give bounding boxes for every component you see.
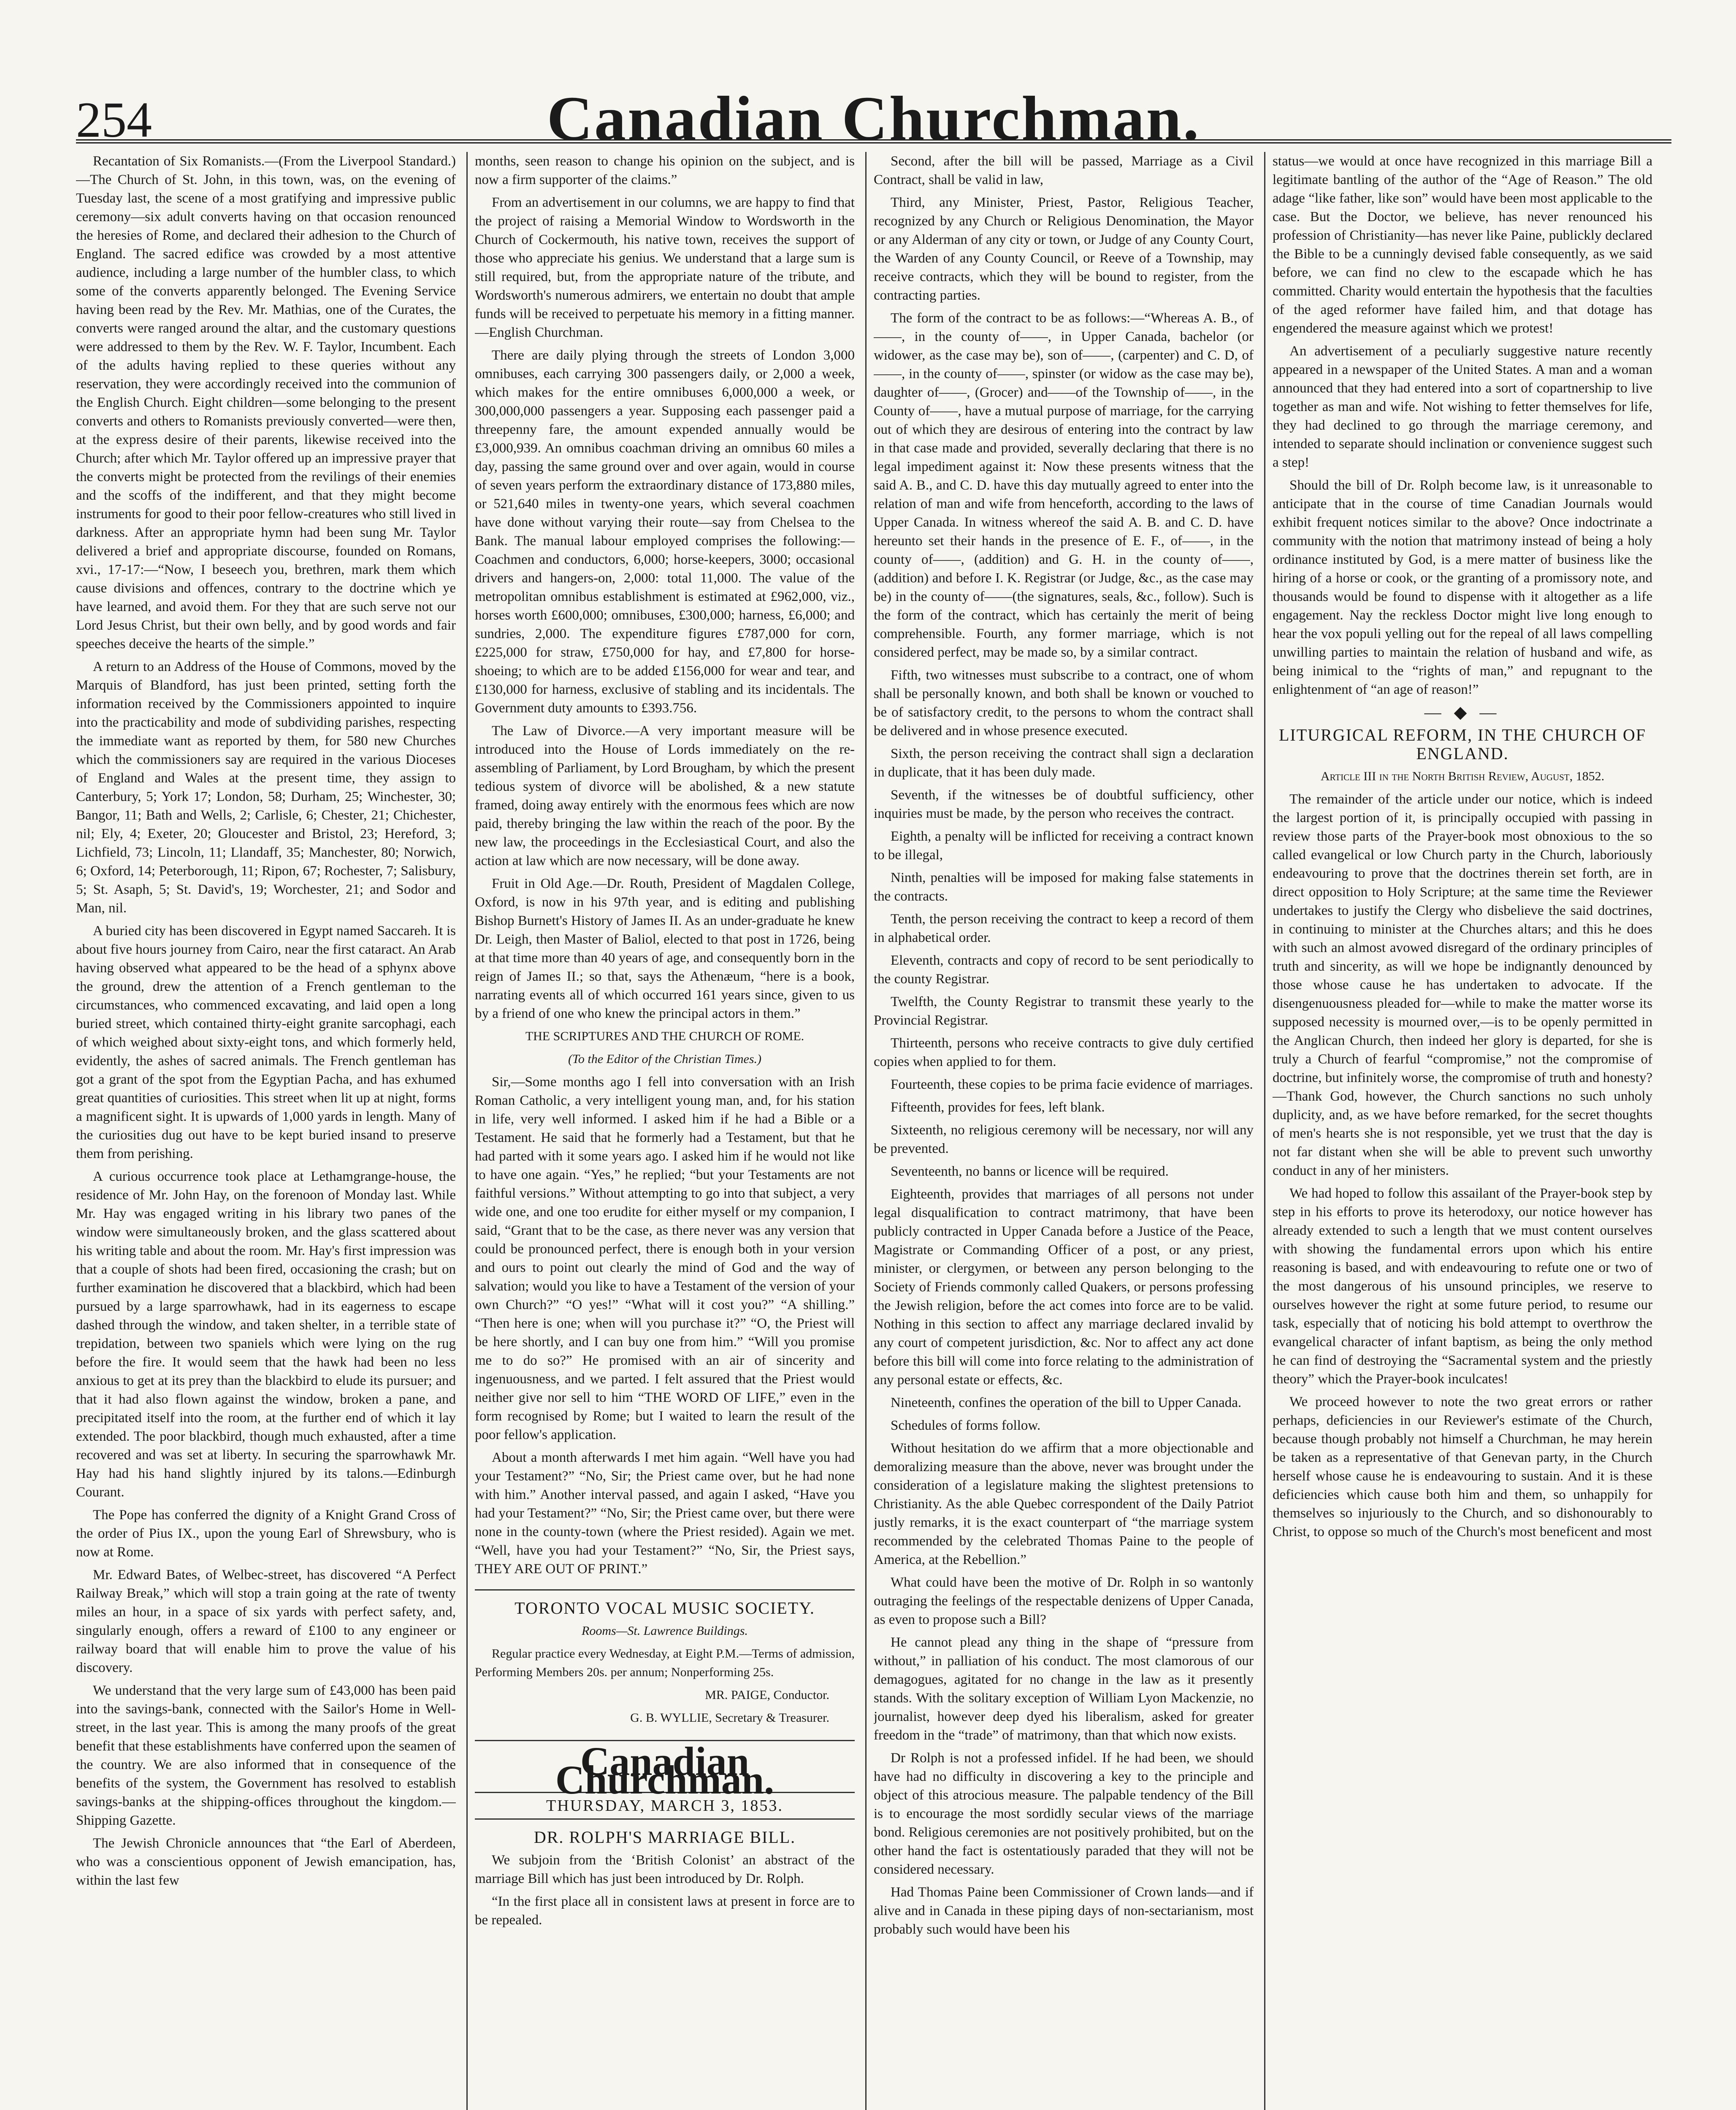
column-2 (475, 152, 855, 2110)
article-paragraph: We had hoped to follow this assailant of the Prayer-book step by step in his efforts to prove its heterodoxy, our notice however has already extended to such a length that we must content ourselves with showing the fundamental errors upon which his entire reasoning is based, and with endeavouring to refute one or two of the most dangerous of his unsound principles, we reserve to ourselves however the right at some future period, to resume our task, especially that of noticing his bold attempt to overthrow the evangelical character of infant baptism, as being the only method he can find of destroying the “Sacramental system and the priestly theory” which the Prayer-book inculcates! (1273, 1186, 1652, 1387)
article-paragraph: Fruit in Old Age.—Dr. Routh, President of Magdalen College, Oxford, is now in his 97th year, and is editing and publishing Bishop Burnett's History of James II. As an under-graduate he knew Dr. Leigh, then Master of Baliol, elected to that post in 1726, being at that time more than 40 years of age, and consequently born in the reign of James II.; so that, says the Athenæum, “here is a book, narrating events all of which occurred 161 years since, given to us by a friend of one who knew the principal actors in them.” (475, 876, 855, 1021)
article-paragraph: Fifth, two witnesses must subscribe to a contract, one of whom shall be personally known, and both shall be known or vouched to be of satisfactory credit, to the persons to whom the contract shall be delivered and in whose presence executed. (874, 668, 1254, 738)
article-paragraph: status—we would at once have recognized in this marriage Bill a legitimate bantling of the author of the “Age of Reason.” The old adage “like father, like son” would have been most applicable to the case. But the Doctor, we believe, has never renounced his profession of Christianity—has never like Paine, publickly declared the Bible to be a cunningly devised fable consequently, as we said before, we can find no clew to the escapade which he has committed. Charity would entertain the hypothesis that the faculties of the aged reformer have failed him, and that dotage has engendered the measure against which we protest! (1273, 154, 1652, 336)
column-1 (76, 152, 456, 2110)
article-paragraph: Fourteenth, these copies to be prima facie evidence of marriages. (891, 1077, 1253, 1092)
letter-heading: THE SCRIPTURES AND THE CHURCH OF ROME. (525, 1029, 804, 1043)
issue-date: THURSDAY, MARCH 3, 1853. (475, 1792, 855, 1820)
article-paragraph: Recantation of Six Romanists.—(From the Liverpool Standard.)—The Church of St. John, in this town, was, on the evening of Tuesday last, the scene of a most gratifying and impressive public ceremony—six adult converts having on that occasion renounced the heresies of Rome, and declared their adhesion to the Church of England. The sacred edifice was crowded by a most attentive audience, including a large number of the humbler class, to which some of the converts apparently belonged. The Evening Service having been read by the Rev. Mr. Mathias, one of the Curates, the converts were ranged around the altar, and the customary questions were addressed to them by the Rev. W. F. Taylor, Incumbent. Each of the adults having replied to these queries without any reservation, they were accordingly received into the communion of the English Church. Eight children—some belonging to the present converts and others to Romanists previously converted—were then, at the express desire of their parents, likewise received into the Church; after which Mr. Taylor offered up an impressive prayer that the converts might be protected from the revilings of their enemies and the scoffs of the indifferent, and that they might become instruments for good to their poor fellow-creatures who still lived in darkness. After an appropriate hymn had been sung Mr. Taylor delivered a brief and appropriate discourse, founded on Romans, xvi., 17-17:—“Now, I beseech you, brethren, mark them which cause divisions and offences, contrary to the doctrine which ye have learned, and avoid them. For they that are such serve not our Lord Jesus Christ, but their own belly, and by good words and fair speeches deceive the hearts of the simple.” (76, 154, 456, 652)
article-paragraph: Twelfth, the County Registrar to transmit these yearly to the Provincial Registrar. (874, 994, 1254, 1028)
article-paragraph: He cannot plead any thing in the shape of “pressure from without,” in palliation of his conduct. The most clamorous of our demagogues, agitated for no change in the law as it presently stands. With the solitary exception of William Lyon Mackenzie, no journalist, however deep dyed his liberalism, asked for greater freedom in the “trade” of matrimony, than that which now exists. (874, 1635, 1254, 1743)
article-paragraph: Should the bill of Dr. Rolph become law, is it unreasonable to anticipate that in the course of time Canadian Journals would exhibit frequent notices similar to the above? Once indoctrinate a community with the notion that matrimony instead of being a holy ordinance instituted by God, is a mere matter of business like the hiring of a horse or cook, or the granting of a promissory note, and thousands would be found to dispense with it altogether as a life engagement. Nay the reckless Doctor might live long enough to hear the vox populi yelling out for the repeal of all laws compelling unwilling parties to maintain the relation of husband and wife, as being inimical to the “rights of man,” and repugnant to the enlightenment of “an age of reason!” (1273, 478, 1652, 697)
article-paragraph: About a month afterwards I met him again. “Well have you had your Testament?” “No, Sir; the Priest came over, but he had none with him.” Another interval passed, and again I asked, “Have you had your Testament?” “No, Sir; the Priest came over, but there were none in the county-town (where the Priest resided). Again we met. “Well, have you had your Testament?” “No, Sir, the Priest says, THEY ARE OUT OF PRINT.” (475, 1450, 855, 1577)
article-paragraph: Sixteenth, no religious ceremony will be necessary, nor will any be prevented. (874, 1123, 1254, 1156)
article-paragraph: Eighteenth, provides that marriages of all persons not under legal disqualification to contract matrimony, that have been publicly contracted in Upper Canada before a Justice of the Peace, Magistrate or Commanding Officer of a post, or any priest, minister, or clergymen, or between any person belonging to the Society of Friends commonly called Quakers, or persons professing the Jewish religion, before the act comes into force are to be valid. Nothing in this section to affect any marriage declared invalid by any court of competent jurisdiction, &c. Nor to affect any act done before this bill will come into force relating to the administration of any personal estate or effects, &c. (874, 1187, 1254, 1388)
society-details: Regular practice every Wednesday, at Eight P.M.—Terms of admission, Performing Members 20s. per annum; Nonperforming 25s. (475, 1647, 855, 1679)
society-notice (475, 1589, 855, 1741)
society-rooms: Rooms—St. Lawrence Buildings. (582, 1624, 748, 1638)
section-ornament: — ◆ — (1424, 703, 1501, 722)
article-paragraph: The Law of Divorce.—A very important measure will be introduced into the House of Lords immediately on the re-assembling of Parliament, by Lord Brougham, by which the present tedious system of divorce will be abolished, & a new statute framed, doing away entirely with the enormous fees which are now paid, thereby bringing the law within the reach of the poor. By the new law, the proceedings in the Ecclesiastical Court, and also the action at law which are now necessary, will be done away. (475, 723, 855, 868)
column-divider (865, 152, 867, 2110)
column-divider (1264, 152, 1265, 2110)
article-paragraph: Seventeenth, no banns or licence will be required. (891, 1164, 1169, 1179)
article-paragraph: months, seen reason to change his opinion on the subject, and is now a firm supporter of the claims.” (475, 154, 855, 187)
column-divider (466, 152, 468, 2110)
article-paragraph: Third, any Minister, Priest, Pastor, Religious Teacher, recognized by any Church or Religious Denomination, the Mayor or any Alderman of any city or town, or Judge of any County Court, the Warden of any County Council, or Reeve of a Township, may receive contracts, which they will be bound to register, from the contracting parties. (874, 195, 1254, 303)
article-paragraph: Eighth, a penalty will be inflicted for receiving a contract known to be illegal, (874, 829, 1254, 863)
masthead-secondary: Canadian Churchman. (555, 1739, 775, 1802)
article-paragraph: The form of the contract to be as follows:—“Whereas A. B., of——, in the county of——, in Upper Canada, bachelor (or widower, as the case may be), son of——, (carpenter) and C. D, of——, in the county of——, spinster (or widow as the case may be), daughter of——, (Grocer) and——of the Township of——, in the County of——, have a mutual purpose of marriage, for the carrying out of which they are desirous of entering into the contract by law in that case made and provided, severally declaring that there is no legal impediment against it: Now these presents witness that the said A. B., and C. D. have this day mutually agreed to enter into the relation of man and wife from henceforth, according to the laws of Upper Canada. In witness whereof the said A. B. and C. D. have hereunto set their hands in the presence of E. F., of——, in the county of——, (addition) and G. H. in the county of——, (addition) and before I. K. Registrar (or Judge, &c., as the case may be) in the county of——(the signatures, seals, &c., follow). Such is the form of the contract, which has certainly the merit of being comprehensible. Fourth, any former marriage, which is not considered perfect, may be made so, by a similar contract. (874, 311, 1254, 660)
article-paragraph: We understand that the very large sum of £43,000 has been paid into the savings-bank, connected with the Sailor's Home in Well-street, in the last year. This is among the many proofs of the great benefit that these establishments have conferred upon the seamen of the country. We are also informed that in consequence of the benefits of the system, the Government has resolved to establish savings-banks at the shipping-offices throughout the kingdom.—Shipping Gazette. (76, 1683, 456, 1828)
society-name: TORONTO VOCAL MUSIC SOCIETY. (515, 1599, 815, 1618)
article-paragraph: The remainder of the article under our notice, which is indeed the largest portion of it, is principally occupied with passing in review those parts of the Prayer-book most obnoxious to the so called evangelical or low Church party in the Church, laboriously endeavouring to prove that the doctrines therein set forth, are in direct opposition to Holy Scripture; at the same time the Reviewer undertakes to justify the Clergy who disbelieve the said doctrines, in continuing to minister at the Churches altars; and this he does with such an almost avowed disregard of the ordinary principles of truth and sincerity, as will we hope be indignantly denounced by those whose cause he has undertaken to advocate. If the disengenuousness pleaded for—while to make the matter worse its supposed necessity is mourned over,—is to be openly permitted in the Anglican Church, then indeed her glory is departed, for she is truly a Church of fearful “compromise,” not the compromise of doctrine, but infinitely worse, the compromise of truth and honesty?—Thank God, however, the Church sanctions no such unholy duplicity, and, as we have before remarked, for the secret thoughts of men's hearts she is not responsible, yet we trust that the day is not far distant when she will be able to prevent such unworthy conduct in any of her ministers. (1273, 792, 1652, 1178)
article-paragraph: Schedules of forms follow. (891, 1418, 1041, 1433)
society-secretary: G. B. WYLLIE, Secretary & Treasurer. (630, 1711, 829, 1725)
article-paragraph: We proceed however to note the two great errors or rather perhaps, deficiencies in our Reviewer's estimate of the Church, because though probably not himself a Churchman, he may herein be taken as a representative of that Genevan party, in the Church herself whose cause he is endeavouring to sustain. And it is these deficiencies which cause both him and them, so unhappily for themselves so injuriously to the Church, and so dishonourably to Christ, to oppose so much of the Church's most beneficent and most (1273, 1394, 1652, 1539)
article-paragraph: Dr Rolph is not a professed infidel. If he had been, we should have had no difficulty in discovering a key to the principle and object of this atrocious measure. The palpable tendency of the Bill is to encourage the most sordidly secular views of the marriage bond. Religious ceremonies are not positively prohibited, but on the other hand the fact is ostentatiously paraded that they will not be considered necessary. (874, 1750, 1254, 1877)
article-paragraph: What could have been the motive of Dr. Rolph in so wantonly outraging the feelings of the respectable denizens of Upper Canada, as even to propose such a Bill? (874, 1575, 1254, 1627)
article-paragraph: Fifteenth, provides for fees, left blank. (891, 1100, 1105, 1115)
article-paragraph: Seventh, if the witnesses be of doubtful sufficiency, other inquiries must be made, by the person who receives the contract. (874, 787, 1254, 821)
article-paragraph: Eleventh, contracts and copy of record to be sent periodically to the county Registrar. (874, 953, 1254, 987)
article-paragraph: Nineteenth, confines the operation of the bill to Upper Canada. (891, 1395, 1242, 1410)
article-paragraph: Thirteenth, persons who receive contracts to give duly certified copies when applied to for them. (874, 1036, 1254, 1069)
article-paragraph: We subjoin from the ‘British Colonist’ an abstract of the marriage Bill which has just been introduced by Dr. Rolph. (475, 1853, 855, 1886)
liturgical-heading: LITURGICAL REFORM, IN THE CHURCH OF ENGLAND. (1278, 725, 1647, 763)
masthead-title: Canadian Churchman. (547, 84, 1201, 154)
article-paragraph: Had Thomas Paine been Commissioner of Crown lands—and if alive and in Canada in these piping days of non-sectarianism, most probably such would have been his (874, 1885, 1254, 1937)
article-paragraph: From an advertisement in our columns, we are happy to find that the project of raising a Memorial Window to Wordsworth in the Church of Cockermouth, his native town, receives the support of those who appreciate his genius. We understand that a large sum is still required, but, from the appropriate nature of the tribute, and Wordsworth's numerous admirers, we entertain no doubt that ample funds will be received to perpetuate his memory in a fitting manner.—English Churchman. (475, 195, 855, 340)
article-paragraph: Sixth, the person receiving the contract shall sign a declaration in duplicate, that it has been duly made. (874, 746, 1254, 780)
article-paragraph: A buried city has been discovered in Egypt named Saccareh. It is about five hours journey from Cairo, near the first cataract. An Arab having observed what appeared to be the head of a sphynx above the ground, drew the attention of a French gentleman to the circumstances, who commenced excavating, and laid open a long buried street, which contained thirty-eight granite sarcophagi, each of which weighed about sixty-eight tons, and which formerly held, evidently, the ashes of sacred animals. The French gentleman has got a grant of the spot from the Egyptian Pacha, and has exhumed great quantities of curiosities. This street when lit up at night, forms a magnificent sight. It is upwards of 1,000 yards in length. Many of the curiosities dug out have to be kept buried insand to preserve them from perishing. (76, 923, 456, 1161)
article-paragraph: Sir,—Some months ago I fell into conversation with an Irish Roman Catholic, a very intelligent young man, and, for his station in life, very well informed. I asked him if he had a Bible or a Testament. He said that he formerly had a Testament, but that he had parted with it some years ago. I asked him if he would not like to have one again. “Yes,” he replied; “but your Testaments are not faithful versions.” Without attempting to go into that subject, a very wide one, and one too erudite for either myself or my companion, I said, “Grant that to be the case, as there never was any version that could be pronounced perfect, there is enough both in your version and ours to point out clearly the mind of God and the way of salvation; would you like to have a Testament of the version of your own Church?” “O yes!” “What will it cost you?” “A shilling.” “Then here is one; when will you purchase it?” “O, the Priest will be here shortly, and I can buy one from him.” “Will you promise me to do so?” He promised with an air of sincerity and ingenuousness, and we parted. I felt assured that the Priest would neither give nor sell to him “THE WORD OF LIFE,” even in the form recognised by Rome; but I waited to learn the result of the poor fellow's application. (475, 1074, 855, 1442)
article-paragraph: Mr. Edward Bates, of Welbec-street, has discovered “A Perfect Railway Break,” which will stop a train going at the rate of twenty miles an hour, in a space of six yards with perfect safety, and, singularly enough, offers a reward of £100 to any engineer or railway board that will enable him to prove the value of his discovery. (76, 1567, 456, 1675)
article-paragraph: There are daily plying through the streets of London 3,000 omnibuses, each carrying 300 passengers daily, or 2,000 a week, which makes for the entire omnibuses 6,000,000 a week, or 300,000,000 passengers a year. Supposing each passenger paid a threepenny fare, the amount expended annually would be £3,000,939. An omnibus coachman driving an omnibus 60 miles a day, passing the same ground over and over again, would in course of seven years perform the extraordinary distance of 173,880 miles, or 521,640 miles in twenty-one years, which several coachmen have done without varying their route—say from Chelsea to the Bank. The manual labour employed comprises the following:—Coachmen and conductors, 6,000; horse-keepers, 3000; occasional drivers and hangers-on, 2,000: total 11,000. The value of the metropolitan omnibus establishment is estimated at £962,000, viz., horses worth £600,000; omnibuses, £300,000; harness, £6,000; and sundries, 2,000. The expenditure figures £787,000 for corn, £225,000 for straw, £750,000 for hay, and £7,800 for horse-shoeing; to which are to be added £156,000 for wear and tear, and £130,000 for harness, exclusive of stabling and its incidentals. The Government duty amounts to £393.756. (475, 348, 855, 716)
article-paragraph: Without hesitation do we affirm that a more objectionable and demoralizing measure than the above, never was brought under the consideration of a legislature making the slightest pretensions to Christianity. As the able Quebec correspondent of the Daily Patriot justly remarks, it is the exact counterpart of “the marriage system recommended by the celebrated Thomas Paine to the people of America, at the Rebellion.” (874, 1441, 1254, 1567)
column-4 (1273, 152, 1652, 2110)
article-paragraph: Second, after the bill will be passed, Marriage as a Civil Contract, shall be valid in law, (874, 154, 1254, 187)
article-paragraph: The Pope has conferred the dignity of a Knight Grand Cross of the order of Pius IX., upon the young Earl of Shrewsbury, who is now at Rome. (76, 1507, 456, 1560)
liturgical-subheading: Article III in the North British Review, August, 1852. (1320, 769, 1605, 783)
article-paragraph: “In the first place all in consistent laws at present in force are to be repealed. (475, 1894, 855, 1928)
article-paragraph: The Jewish Chronicle announces that “the Earl of Aberdeen, who was a conscientious opponent of Jewish emancipation, has, within the last few (76, 1836, 456, 1888)
society-conductor: MR. PAIGE, Conductor. (705, 1688, 829, 1702)
page-number: 254 (76, 92, 152, 148)
article-paragraph: An advertisement of a peculiarly suggestive nature recently appeared in a newspaper of the United States. A man and a woman announced that they had entered into a sort of copartnership to live together as man and wife. Not wishing to fetter themselves for life, they had declined to go through the marriage ceremony, and intended to separate should inclination or convenience suggest such a step! (1273, 344, 1652, 470)
article-paragraph: A curious occurrence took place at Lethamgrange-house, the residence of Mr. John Hay, on the forenoon of Monday last. While Mr. Hay was engaged writing in his library two panes of the window were simultaneously broken, and the glass scattered about his writing table and about the room. Mr. Hay's first impression was that a couple of shots had been fired, occasioning the crash; but on further examination he discovered that a blackbird, which had been pursued by a large sparrowhawk, had in its eagerness to escape dashed through the window, and taken shelter, in a terrible state of trepidation, between two spaniels which were lying on the rug before the fire. It would seem that the hawk had been no less anxious to get at its prey than the blackbird to elude its pursuer; and that it had also flown against the window, broken a pane, and precipitated itself into the room, at the further end of which it lay extended. The poor blackbird, though much exhausted, after a time recovered and was set at liberty. In securing the sparrowhawk Mr. Hay had his hand slightly injured by its talons.—Edinburgh Courant. (76, 1169, 456, 1500)
bill-heading: DR. ROLPH'S MARRIAGE BILL. (534, 1828, 796, 1847)
header-rule (76, 139, 1671, 143)
article-paragraph: Ninth, penalties will be imposed for making false statements in the contracts. (874, 870, 1254, 904)
letter-subheading: (To the Editor of the Christian Times.) (568, 1052, 762, 1066)
article-paragraph: A return to an Address of the House of Commons, moved by the Marquis of Blandford, has just been printed, setting forth the information received by the Commissioners appointed to inquire into the practicability and mode of subdividing parishes, respecting the immediate want as reported by them, for 580 new Churches which the commissioners say are required in the various Dioceses of England and Wales at the present time, they assign to Canterbury, 5; York 17; London, 58; Durham, 25; Winchester, 30; Bangor, 11; Bath and Wells, 2; Carlisle, 6; Chester, 21; Chichester, nil; Ely, 4; Exeter, 20; Gloucester and Bristol, 23; Hereford, 3; Lichfield, 73; Lincoln, 11; Llandaff, 35; Manchester, 80; Norwich, 6; Oxford, 14; Peterborough, 11; Ripon, 67; Rochester, 7; Salisbury, 5; St. Asaph, 5; St. David's, 19; Worchester, 21; and Sodor and Man, nil. (76, 659, 456, 916)
article-paragraph: Tenth, the person receiving the contract to keep a record of them in alphabetical order. (874, 912, 1254, 945)
column-3 (874, 152, 1254, 2110)
